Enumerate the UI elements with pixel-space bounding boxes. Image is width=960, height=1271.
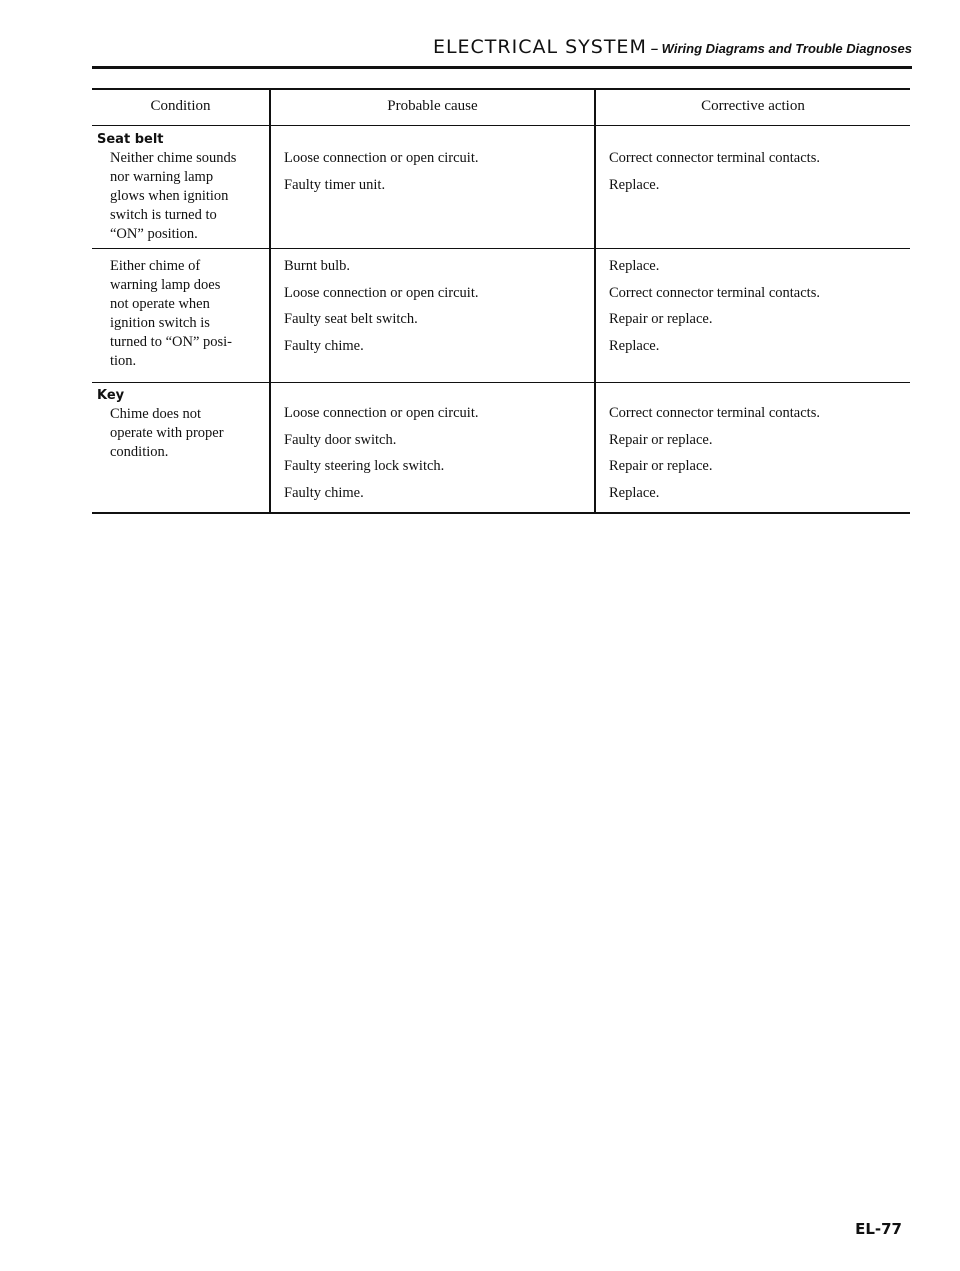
action-item: Repair or replace. bbox=[609, 311, 713, 327]
action-item: Replace. bbox=[609, 258, 660, 274]
cause-list bbox=[284, 404, 589, 510]
action-item: Repair or replace. bbox=[609, 458, 713, 474]
cause-item: Loose connection or open circuit. bbox=[284, 150, 479, 166]
table-row-key bbox=[97, 386, 265, 462]
category-label: Seat belt bbox=[97, 132, 164, 147]
action-item: Correct connector terminal contacts. bbox=[609, 150, 820, 166]
action-item: Correct connector terminal contacts. bbox=[609, 284, 820, 301]
condition-line: warning lamp does bbox=[110, 277, 221, 293]
condition-line: operate with proper bbox=[110, 425, 224, 441]
cause-item: Faulty seat belt switch. bbox=[284, 311, 418, 327]
condition-line: glows when ignition bbox=[110, 188, 229, 204]
column-header-action: Corrective action bbox=[701, 98, 805, 114]
condition-line: Chime does not bbox=[110, 406, 202, 422]
cause-item: Loose connection or open circuit. bbox=[284, 405, 479, 421]
troubleshooting-table bbox=[92, 88, 910, 514]
header-rule bbox=[92, 66, 912, 69]
column-divider bbox=[269, 88, 271, 514]
condition-line: nor warning lamp bbox=[110, 169, 214, 185]
header-subtitle: – Wiring Diagrams and Trouble Diagnoses bbox=[650, 41, 912, 56]
column-header-cause: Probable cause bbox=[387, 98, 478, 114]
row-divider bbox=[92, 248, 910, 249]
condition-line: switch is turned to bbox=[110, 207, 217, 223]
action-item: Repair or replace. bbox=[609, 431, 713, 448]
cause-list bbox=[284, 257, 589, 363]
cause-list bbox=[284, 149, 589, 202]
cause-item: Faulty timer unit. bbox=[284, 176, 386, 193]
table-row-seat-belt bbox=[97, 130, 265, 244]
action-item: Replace. bbox=[609, 484, 660, 501]
condition-line: ignition switch is bbox=[110, 315, 210, 331]
cause-item: Loose connection or open circuit. bbox=[284, 284, 479, 301]
cause-item: Faulty door switch. bbox=[284, 431, 397, 448]
category-label: Key bbox=[97, 388, 125, 403]
cause-item: Faulty steering lock switch. bbox=[284, 458, 445, 474]
table-row-chime-lamp bbox=[97, 257, 265, 371]
action-item: Replace. bbox=[609, 337, 660, 354]
condition-line: not operate when bbox=[110, 296, 210, 312]
action-item: Replace. bbox=[609, 176, 660, 193]
action-list bbox=[609, 149, 907, 202]
column-divider bbox=[594, 88, 596, 514]
condition-line: condition. bbox=[110, 444, 169, 460]
cause-item: Faulty chime. bbox=[284, 484, 364, 501]
page-header bbox=[433, 36, 912, 58]
table-bottom-rule bbox=[92, 512, 910, 514]
cause-item: Burnt bulb. bbox=[284, 258, 351, 274]
table-top-rule bbox=[92, 88, 910, 90]
condition-line: “ON” position. bbox=[110, 226, 198, 242]
action-list bbox=[609, 257, 907, 363]
cause-item: Faulty chime. bbox=[284, 337, 364, 354]
action-item: Correct connector terminal contacts. bbox=[609, 405, 820, 421]
column-header-condition: Condition bbox=[150, 98, 211, 114]
condition-line: turned to “ON” posi- bbox=[110, 334, 233, 350]
header-title: ELECTRICAL SYSTEM bbox=[432, 36, 647, 58]
condition-line: Neither chime sounds bbox=[110, 150, 237, 166]
action-list bbox=[609, 404, 907, 510]
condition-line: tion. bbox=[110, 353, 137, 369]
header-bottom-rule bbox=[92, 125, 910, 126]
condition-line: Either chime of bbox=[110, 258, 201, 274]
row-divider bbox=[92, 382, 910, 383]
page-number: EL-77 bbox=[855, 1220, 902, 1238]
